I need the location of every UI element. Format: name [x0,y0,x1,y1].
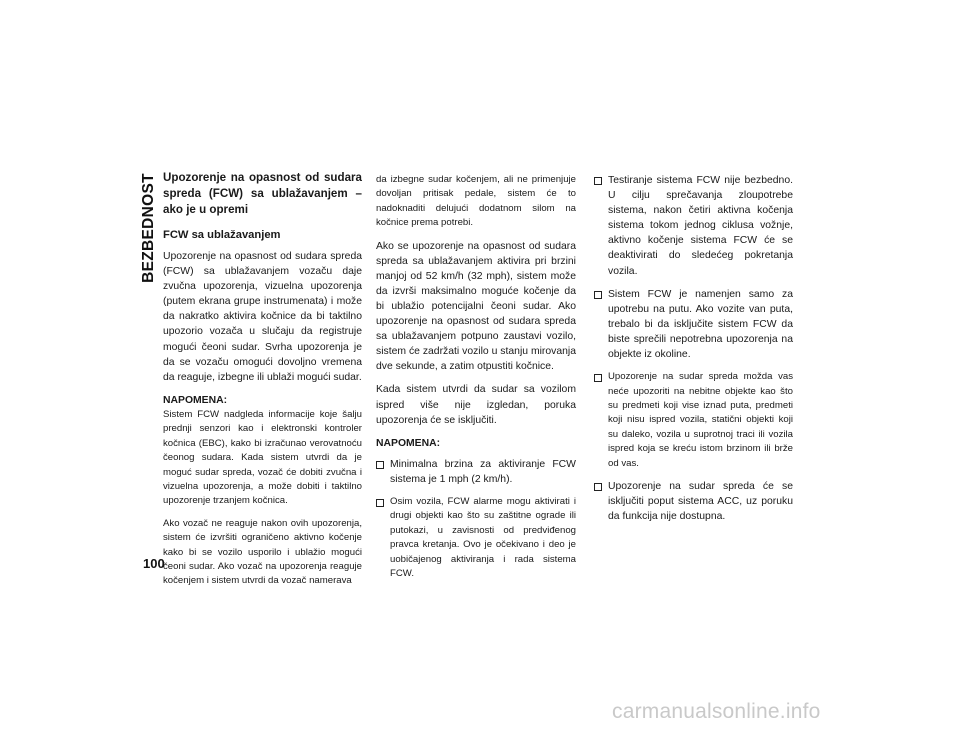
list-item [594,479,793,524]
paragraph-warning-off: Kada sistem utvrdi da sudar sa vozilom ispred više nije izgledan, poruka upozorenja će se isključiti. [376,384,576,426]
list-item-text: Minimalna brzina za aktiviranje FCW sistema je 1 mph (2 km/h). [390,458,576,485]
checkbox-bullet-icon [594,291,602,299]
list-item-text: Testiranje sistema FCW nije bezbedno. U cilju sprečavanja zloupotrebe sistema, nakon četiri aktivna kočenja sistema tokom jednog ciklusa vožnje, aktivno kočenje sistema FCW će se deaktivirati do sledećeg pokretanja vozila. [608,175,793,277]
column-left [163,170,362,597]
note-label: NAPOMENA: [376,437,441,449]
note-list [376,457,576,582]
watermark: carmanualsonline.info [612,700,821,723]
section-title: BEZBEDNOST [140,172,158,283]
section-side-tab [137,160,161,295]
subheading: FCW sa ublažavanjem [163,229,281,241]
section-heading: Upozorenje na opasnost od sudara spreda (FCW) sa ublažavanjem – ako je u opremi [163,171,362,216]
list-item [376,495,576,581]
list-item [594,173,793,279]
list-item [594,287,793,362]
note-paragraph-1: Sistem FCW nadgleda informacije koje šalju prednji senzori kao i elektronski kontroler kočnica (EBC), kako bi izračunao verovatnoću čeonog sudara. Kada sistem utvrdi da je moguć sudar spreda, vozač će dobiti zvučna i vizuelna upozorenja, a može dobiti i taktilno upozorenje trzanjem kočnica. [163,408,362,507]
note-label: NAPOMENA: [163,394,228,406]
list-item-text: Upozorenje na sudar spreda će se isključiti poput sistema ACC, uz poruku da funkcija nije dostupna. [608,480,793,523]
list-item-text: Osim vozila, FCW alarme mogu aktivirati i drugi objekti kao što su zaštitne ograde ili putokazi, u zavisnosti od predviđenog pravca kretanja. Ovo je očekivano i deo je uobičajenog aktiviranja i rada sistema FCW. [390,496,576,580]
list-item-text: Upozorenje na sudar spreda možda vas neće upozoriti na nebitne objekte kao što su predmeti koji vise iznad puta, predmeti koji nisu ispred vozila, statični objekti koji su daleko, vozila u suprotnoj traci ili vozila ispred koja se kreću istom brzinom ili brže od vas. [608,371,793,469]
paragraph-speed: Ako se upozorenje na opasnost od sudara spreda sa ublažavanjem aktivira pri brzini manjoj od 52 km/h (32 mph), sistem može da izvrši maksimalno moguće kočenje da bi ublažio potencijalni čeoni sudar. Ako upozorenje na opasnost od sudara spreda sa ublažavanjem potpuno zaustavi vozilo, sistem će zadržati vozilo u stanju mirovanja dve sekunde, a zatim otpustiti kočnice. [376,240,576,373]
checkbox-bullet-icon [594,374,602,382]
column-right [594,173,793,532]
checkbox-bullet-icon [376,461,384,469]
list-item [376,457,576,487]
checkbox-bullet-icon [594,177,602,185]
intro-paragraph: Upozorenje na opasnost od sudara spreda (FCW) sa ublažavanjem vozaču daje zvučna upozorenja, vizuelna upozorenja (putem ekrana grupe instrumenata) i može da nakratko aktivira kočnice da bi taktilno upozorio vozača u slučaju da registruje mogući čeoni sudar. Svrha upozorenja je da se vozaču omogući dovoljno vremena da reaguje, izbegne ili ublaži mogući sudar. [163,251,362,383]
list-item-text: Sistem FCW je namenjen samo za upotrebu na putu. Ako vozite van puta, trebalo bi da isključite sistem FCW da biste sprečili nepotrebna upozorenja na objekte iz okoline. [608,288,793,361]
page-number: 100 [143,556,165,571]
list-item [594,370,793,471]
checkbox-bullet-icon [376,499,384,507]
checkbox-bullet-icon [594,483,602,491]
continued-paragraph: da izbegne sudar kočenjem, ali ne primenjuje dovoljan pritisak pedale, sistem će to nadoknaditi delujući dodatnom silom na kočnice prema potrebi. [376,174,576,229]
note-paragraph-2: Ako vozač ne reaguje nakon ovih upozorenja, sistem će izvršiti ograničeno aktivno kočenje kako bi se vozilo usporilo i ublažio mogući čeoni sudar. Ako vozač na upozorenja reaguje kočenjem i sistem utvrdi da vozač namerava [163,517,362,587]
note-list [594,173,793,524]
column-middle [376,173,576,589]
